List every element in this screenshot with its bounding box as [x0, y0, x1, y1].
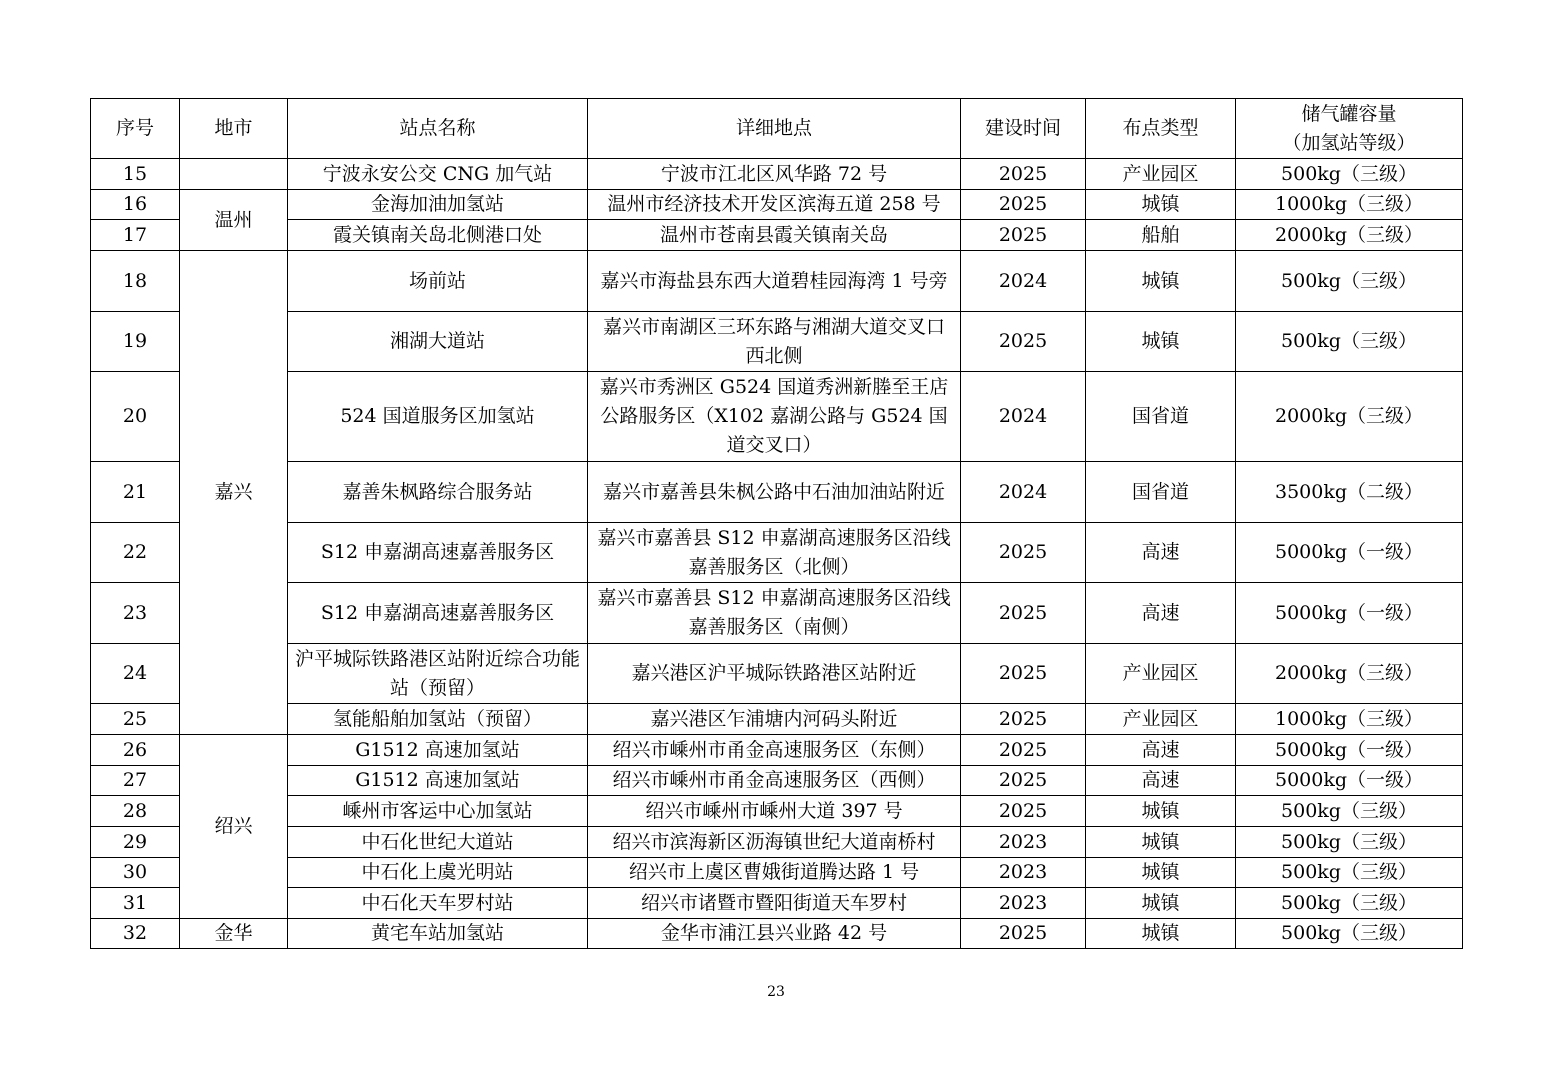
address-cell: 温州市经济技术开发区滨海五道 258 号 — [588, 190, 961, 220]
address-cell: 嘉兴市嘉善县 S12 申嘉湖高速服务区沿线嘉善服务区（北侧） — [588, 523, 961, 583]
station-name-cell: 宁波永安公交 CNG 加气站 — [288, 159, 588, 190]
station-name-cell: 嘉善朱枫路综合服务站 — [288, 462, 588, 523]
station-name-cell: 沪平城际铁路港区站附近综合功能站（预留） — [288, 644, 588, 704]
row-number-cell: 19 — [91, 312, 180, 372]
header-capacity — [1236, 99, 1463, 159]
address-cell: 绍兴市嵊州市甬金高速服务区（东侧） — [588, 735, 961, 766]
address-cell: 绍兴市嵊州市甬金高速服务区（西侧） — [588, 766, 961, 796]
header-name: 站点名称 — [288, 99, 588, 159]
layout-type-cell: 城镇 — [1086, 858, 1236, 888]
table-row — [91, 583, 1463, 644]
capacity-cell: 1000kg（三级） — [1236, 704, 1463, 735]
capacity-cell: 5000kg（一级） — [1236, 766, 1463, 796]
row-number-cell: 21 — [91, 462, 180, 523]
layout-type-cell: 城镇 — [1086, 312, 1236, 372]
address-cell: 嘉兴市嘉善县朱枫公路中石油加油站附近 — [588, 462, 961, 523]
station-name-cell: 中石化上虞光明站 — [288, 858, 588, 888]
table-row — [91, 312, 1463, 372]
capacity-cell: 5000kg（一级） — [1236, 735, 1463, 766]
capacity-cell: 500kg（三级） — [1236, 858, 1463, 888]
layout-type-cell: 产业园区 — [1086, 159, 1236, 190]
station-name-cell: 黄宅车站加氢站 — [288, 919, 588, 949]
layout-type-cell: 城镇 — [1086, 796, 1236, 827]
address-cell: 嘉兴市海盐县东西大道碧桂园海湾 1 号旁 — [588, 251, 961, 312]
station-name-cell: 524 国道服务区加氢站 — [288, 372, 588, 462]
address-cell: 嘉兴港区乍浦塘内河码头附近 — [588, 704, 961, 735]
layout-type-cell: 城镇 — [1086, 190, 1236, 220]
year-cell: 2025 — [961, 159, 1086, 190]
table-row — [91, 704, 1463, 735]
city-cell: 嘉兴 — [180, 251, 288, 735]
table-row — [91, 251, 1463, 312]
capacity-cell: 500kg（三级） — [1236, 251, 1463, 312]
row-number-cell: 22 — [91, 523, 180, 583]
city-cell: 金华 — [180, 919, 288, 949]
table-row — [91, 766, 1463, 796]
city-cell: 温州 — [180, 190, 288, 251]
address-cell: 嘉兴市秀洲区 G524 国道秀洲新塍至王店公路服务区（X102 嘉湖公路与 G524 国道交叉口） — [588, 372, 961, 462]
table-row — [91, 644, 1463, 704]
layout-type-cell: 国省道 — [1086, 372, 1236, 462]
table-row — [91, 919, 1463, 949]
city-cell — [180, 159, 288, 190]
capacity-cell: 3500kg（二级） — [1236, 462, 1463, 523]
year-cell: 2025 — [961, 704, 1086, 735]
address-cell: 绍兴市诸暨市暨阳街道天车罗村 — [588, 888, 961, 919]
row-number-cell: 26 — [91, 735, 180, 766]
table-row — [91, 220, 1463, 251]
capacity-cell: 500kg（三级） — [1236, 312, 1463, 372]
year-cell: 2024 — [961, 462, 1086, 523]
layout-type-cell: 高速 — [1086, 583, 1236, 644]
year-cell: 2024 — [961, 251, 1086, 312]
row-number-cell: 15 — [91, 159, 180, 190]
page-number: 23 — [767, 984, 785, 1000]
layout-type-cell: 产业园区 — [1086, 644, 1236, 704]
address-cell: 嘉兴市嘉善县 S12 申嘉湖高速服务区沿线嘉善服务区（南侧） — [588, 583, 961, 644]
year-cell: 2025 — [961, 796, 1086, 827]
row-number-cell: 17 — [91, 220, 180, 251]
row-number-cell: 27 — [91, 766, 180, 796]
table-row — [91, 796, 1463, 827]
table-row — [91, 190, 1463, 220]
station-name-cell: 氢能船舶加氢站（预留） — [288, 704, 588, 735]
capacity-cell: 500kg（三级） — [1236, 827, 1463, 858]
layout-type-cell: 国省道 — [1086, 462, 1236, 523]
layout-type-cell: 高速 — [1086, 766, 1236, 796]
row-number-cell: 24 — [91, 644, 180, 704]
table-row — [91, 372, 1463, 462]
address-cell: 嘉兴港区沪平城际铁路港区站附近 — [588, 644, 961, 704]
year-cell: 2023 — [961, 888, 1086, 919]
capacity-cell: 2000kg（三级） — [1236, 220, 1463, 251]
row-number-cell: 29 — [91, 827, 180, 858]
header-row — [91, 99, 1463, 159]
table-row — [91, 858, 1463, 888]
header-capacity-line2: （加氢站等级） — [1282, 131, 1416, 154]
year-cell: 2023 — [961, 858, 1086, 888]
station-name-cell: G1512 高速加氢站 — [288, 766, 588, 796]
capacity-cell: 2000kg（三级） — [1236, 644, 1463, 704]
header-city: 地市 — [180, 99, 288, 159]
station-name-cell: S12 申嘉湖高速嘉善服务区 — [288, 583, 588, 644]
year-cell: 2025 — [961, 583, 1086, 644]
table-row — [91, 888, 1463, 919]
station-name-cell: 嵊州市客运中心加氢站 — [288, 796, 588, 827]
address-cell: 嘉兴市南湖区三环东路与湘湖大道交叉口西北侧 — [588, 312, 961, 372]
layout-type-cell: 城镇 — [1086, 251, 1236, 312]
layout-type-cell: 产业园区 — [1086, 704, 1236, 735]
station-name-cell: 金海加油加氢站 — [288, 190, 588, 220]
city-cell: 绍兴 — [180, 735, 288, 919]
table-row — [91, 523, 1463, 583]
address-cell: 温州市苍南县霞关镇南关岛 — [588, 220, 961, 251]
table-row — [91, 735, 1463, 766]
capacity-cell: 2000kg（三级） — [1236, 372, 1463, 462]
year-cell: 2025 — [961, 220, 1086, 251]
year-cell: 2025 — [961, 919, 1086, 949]
header-capacity-line1: 储气罐容量 — [1301, 102, 1397, 125]
table-row — [91, 827, 1463, 858]
capacity-cell: 500kg（三级） — [1236, 888, 1463, 919]
header-no: 序号 — [91, 99, 180, 159]
station-name-cell: 场前站 — [288, 251, 588, 312]
table-body — [91, 159, 1463, 949]
row-number-cell: 20 — [91, 372, 180, 462]
layout-type-cell: 高速 — [1086, 523, 1236, 583]
row-number-cell: 31 — [91, 888, 180, 919]
year-cell: 2024 — [961, 372, 1086, 462]
table-row — [91, 159, 1463, 190]
station-name-cell: S12 申嘉湖高速嘉善服务区 — [288, 523, 588, 583]
header-address: 详细地点 — [588, 99, 961, 159]
layout-type-cell: 城镇 — [1086, 888, 1236, 919]
station-name-cell: G1512 高速加氢站 — [288, 735, 588, 766]
layout-type-cell: 城镇 — [1086, 919, 1236, 949]
hydrogen-station-table — [90, 98, 1463, 949]
row-number-cell: 18 — [91, 251, 180, 312]
year-cell: 2025 — [961, 766, 1086, 796]
capacity-cell: 5000kg（一级） — [1236, 583, 1463, 644]
row-number-cell: 23 — [91, 583, 180, 644]
capacity-cell: 500kg（三级） — [1236, 159, 1463, 190]
address-cell: 宁波市江北区风华路 72 号 — [588, 159, 961, 190]
capacity-cell: 5000kg（一级） — [1236, 523, 1463, 583]
address-cell: 绍兴市滨海新区沥海镇世纪大道南桥村 — [588, 827, 961, 858]
layout-type-cell: 城镇 — [1086, 827, 1236, 858]
year-cell: 2025 — [961, 312, 1086, 372]
year-cell: 2025 — [961, 735, 1086, 766]
row-number-cell: 25 — [91, 704, 180, 735]
table-row — [91, 462, 1463, 523]
address-cell: 金华市浦江县兴业路 42 号 — [588, 919, 961, 949]
year-cell: 2025 — [961, 190, 1086, 220]
station-name-cell: 湘湖大道站 — [288, 312, 588, 372]
year-cell: 2025 — [961, 644, 1086, 704]
layout-type-cell: 高速 — [1086, 735, 1236, 766]
year-cell: 2025 — [961, 523, 1086, 583]
address-cell: 绍兴市上虞区曹娥街道腾达路 1 号 — [588, 858, 961, 888]
row-number-cell: 32 — [91, 919, 180, 949]
address-cell: 绍兴市嵊州市嵊州大道 397 号 — [588, 796, 961, 827]
capacity-cell: 500kg（三级） — [1236, 796, 1463, 827]
row-number-cell: 16 — [91, 190, 180, 220]
row-number-cell: 30 — [91, 858, 180, 888]
layout-type-cell: 船舶 — [1086, 220, 1236, 251]
header-year: 建设时间 — [961, 99, 1086, 159]
header-type: 布点类型 — [1086, 99, 1236, 159]
row-number-cell: 28 — [91, 796, 180, 827]
capacity-cell: 500kg（三级） — [1236, 919, 1463, 949]
station-name-cell: 霞关镇南关岛北侧港口处 — [288, 220, 588, 251]
year-cell: 2023 — [961, 827, 1086, 858]
capacity-cell: 1000kg（三级） — [1236, 190, 1463, 220]
station-name-cell: 中石化天车罗村站 — [288, 888, 588, 919]
station-name-cell: 中石化世纪大道站 — [288, 827, 588, 858]
